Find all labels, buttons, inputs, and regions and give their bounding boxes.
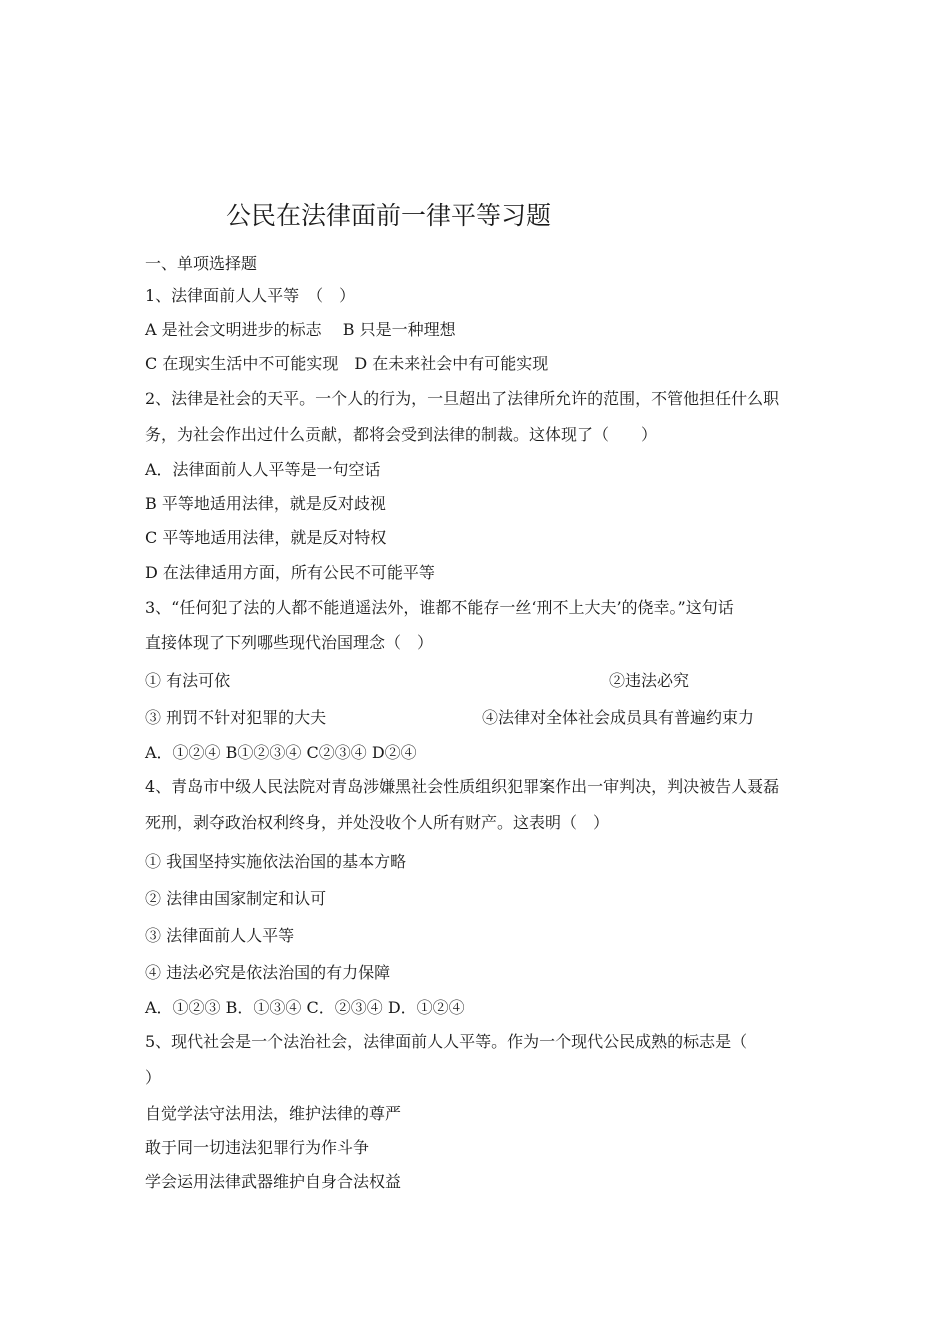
question-1-stem: 1、法律面前人人平等 （ ） [145,286,356,305]
question-4-options: A．①②③ B．①③④ C．②③④ D．①②④ [145,998,465,1017]
question-1-options-cd: C 在现实生活中不可能实现 D 在未来社会中有可能实现 [145,354,549,373]
question-2-option-b: B 平等地适用法律，就是反对歧视 [145,494,386,513]
question-2-option-d: D 在法律适用方面，所有公民不可能平等 [145,563,435,582]
section-heading: 一、单项选择题 [145,254,258,273]
question-3-stem-line-1: 3、“任何犯了法的人都不能逍遥法外，谁都不能存一丝‘刑不上大夫’的侥幸。”这句话 [145,598,734,617]
question-2-option-c: C 平等地适用法律，就是反对特权 [145,528,387,547]
question-2-stem-line-1: 2、法律是社会的天平。一个人的行为，一旦超出了法律所允许的范围，不管他担任什么职 [145,389,780,408]
question-4-stem-line-1: 4、青岛市中级人民法院对青岛涉嫌黑社会性质组织犯罪案作出一审判决，判决被告人聂磊 [145,777,780,796]
question-3-item-3: ③ 刑罚不针对犯罪的大夫 [145,708,327,727]
question-5-line-1: 自觉学法守法用法，维护法律的尊严 [145,1104,402,1123]
question-4-item-4: ④ 违法必究是依法治国的有力保障 [145,963,391,982]
question-2-stem-line-2: 务，为社会作出过什么贡献，都将会受到法律的制裁。这体现了（ ） [145,425,658,444]
question-4-item-1: ① 我国坚持实施依法治国的基本方略 [145,852,407,871]
page-title: 公民在法律面前一律平等习题 [226,201,552,230]
question-1-options-ab: A 是社会文明进步的标志 B 只是一种理想 [145,320,456,339]
question-4-stem-line-2: 死刑，剥夺政治权利终身，并处没收个人所有财产。这表明（ ） [145,813,610,832]
question-4-item-3: ③ 法律面前人人平等 [145,926,295,945]
question-3-item-1: ① 有法可依 [145,671,231,690]
question-4-item-2: ② 法律由国家制定和认可 [145,889,327,908]
question-3-options: A．①②④ B①②③④ C②③④ D②④ [145,743,417,762]
question-5-line-3: 学会运用法律武器维护自身合法权益 [145,1172,402,1191]
question-3-item-2: ②违法必究 [609,671,690,690]
question-3-stem-line-2: 直接体现了下列哪些现代治国理念（ ） [145,633,434,652]
question-3-item-4: ④法律对全体社会成员具有普遍约束力 [482,708,755,727]
question-5-line-2: 敢于同一切违法犯罪行为作斗争 [145,1138,370,1157]
question-5-stem-line-2: ） [145,1068,162,1087]
question-5-stem-line-1: 5、现代社会是一个法治社会，法律面前人人平等。作为一个现代公民成熟的标志是（ [145,1032,748,1051]
question-2-option-a: A．法律面前人人平等是一句空话 [145,460,381,479]
